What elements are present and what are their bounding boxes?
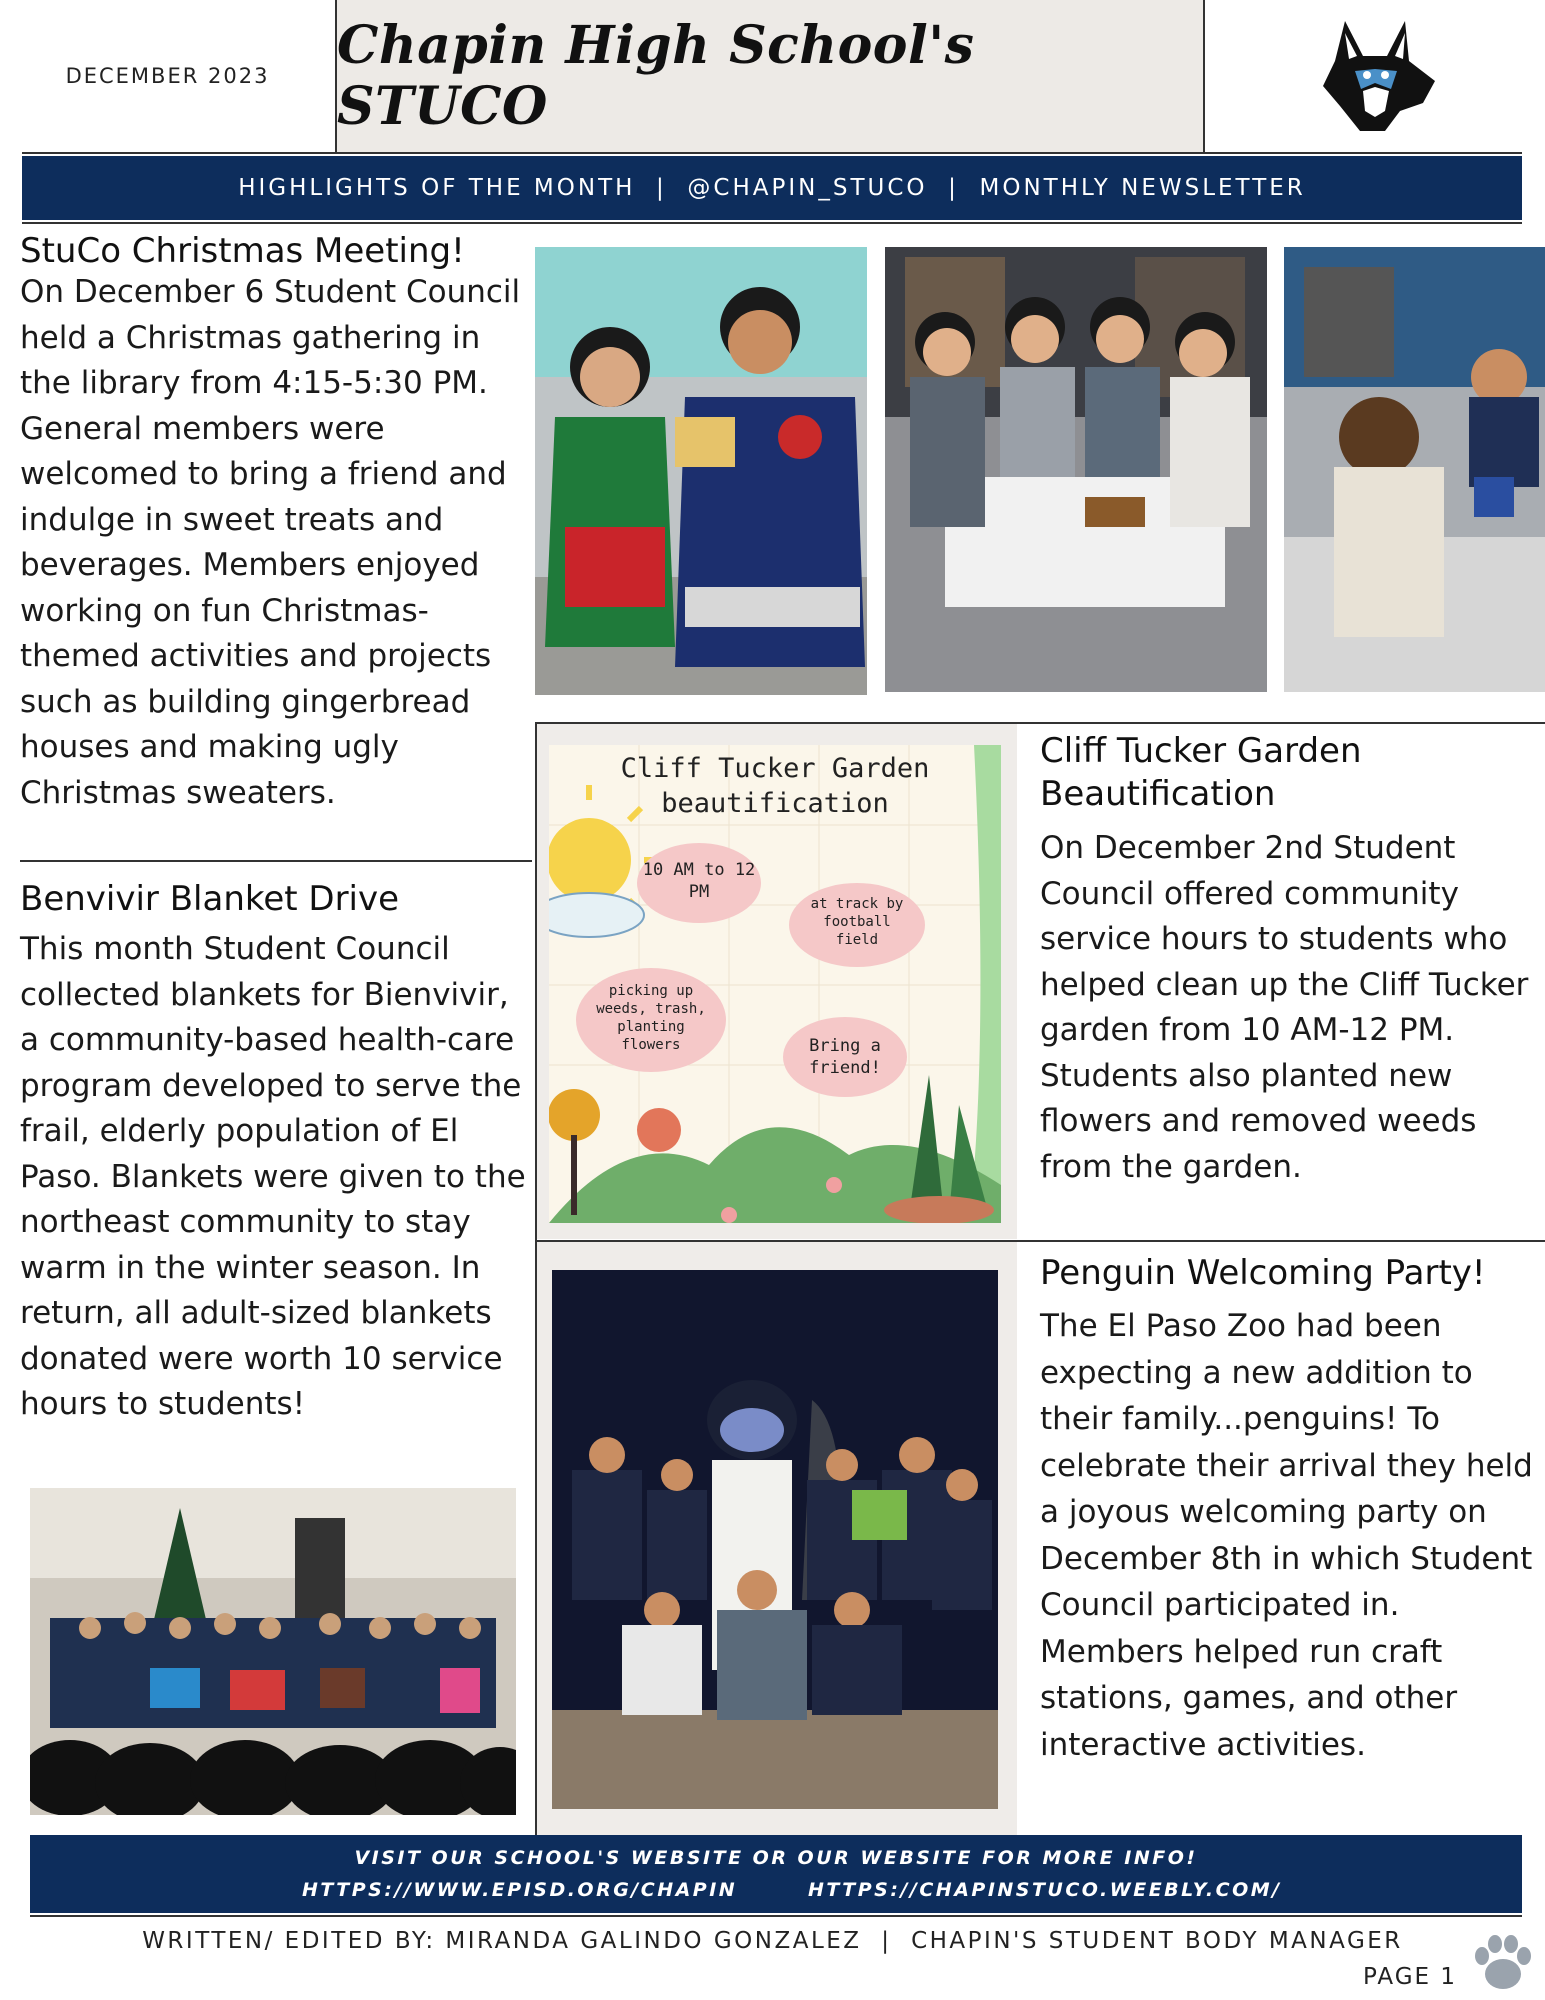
flyer-bring-line1: Bring a [809, 1036, 881, 1056]
flyer-task-line2: weeds, trash, [596, 1001, 706, 1017]
credit-role: CHAPIN'S STUDENT BODY MANAGER [911, 1928, 1403, 1954]
penguin-body: The El Paso Zoo had been expecting a new addition to their family...penguins! To celebrate their arrival they held a joyous welcoming party on December 8th in which Student Council participated in. Members helped run craft stations, games, and other interactive activities. [1040, 1308, 1533, 1763]
flyer-time-line2: PM [688, 882, 710, 902]
footer-banner [30, 1835, 1522, 1913]
flyer-bring-line2: friend! [809, 1058, 881, 1078]
blanket-body: This month Student Council collected blankets for Bienvivir, a community-based health-care program developed to serve the frail, elderly population of El Paso. Blankets were given to the northeast community to stay warm in the winter season. In return, all adult-sized blankets donated were worth 10 service hours to students! [20, 931, 526, 1422]
garden-flyer [549, 745, 1001, 1223]
banner-sep: | [948, 175, 959, 201]
flyer-place-line1: at track by [810, 896, 904, 912]
footer-visit-text: VISIT OUR SCHOOL'S WEBSITE OR OUR WEBSITE FOR MORE INFO! [354, 1847, 1198, 1869]
header-divider [22, 152, 1522, 154]
highlights-banner [22, 156, 1522, 220]
stuco-website-link[interactable]: HTTPS://CHAPINSTUCO.WEEBLY.COM/ [808, 1879, 1282, 1901]
blanket-drive-photo [30, 1488, 516, 1815]
title-box [335, 0, 1205, 152]
banner-highlights: HIGHLIGHTS OF THE MONTH [238, 175, 636, 201]
christmas-photo-1 [535, 247, 867, 695]
husky-logo-icon [1205, 0, 1545, 152]
christmas-photo-2 [885, 247, 1267, 692]
christmas-heading: StuCo Christmas Meeting! [20, 231, 465, 271]
penguin-party-photo [552, 1270, 998, 1809]
credit-author: WRITTEN/ EDITED BY: MIRANDA GALINDO GONZALEZ [142, 1928, 862, 1954]
newsletter-date: DECEMBER 2023 [65, 64, 270, 88]
christmas-photo-3 [1284, 247, 1545, 692]
flyer-task-line4: flowers [621, 1037, 681, 1053]
flyer-title-line1: Cliff Tucker Garden [620, 753, 930, 784]
penguin-heading: Penguin Welcoming Party! [1040, 1253, 1486, 1293]
garden-heading: Cliff Tucker Garden Beautification [1040, 731, 1362, 814]
flyer-task-line3: planting [617, 1019, 685, 1035]
section-divider [20, 860, 532, 862]
flyer-place-line3: field [835, 932, 879, 948]
page-number: PAGE 1 [1362, 1964, 1457, 1990]
banner-handle: @CHAPIN_STUCO [687, 175, 928, 201]
banner-sep: | [656, 175, 667, 201]
credit-sep: | [881, 1928, 892, 1954]
paw-print-icon [1468, 1926, 1538, 1996]
flyer-place-line2: football [823, 914, 891, 930]
flyer-time-line1: 10 AM to 12 [642, 860, 756, 880]
flyer-title-line2: beautification [661, 788, 889, 819]
page-title: Chapin High School's STUCO [337, 15, 975, 137]
garden-body: On December 2nd Student Council offered community service hours to students who helped clean up the Cliff Tucker garden from 10 AM-12 PM. Students also planted new flowers and removed weeds from the garden. [1040, 830, 1529, 1185]
credits-line [0, 1928, 1545, 1954]
christmas-body: On December 6 Student Council held a Christmas gathering in the library from 4:15-5:30 PM. General members were welcomed to bring a friend and indulge in sweet treats and beverages. Members enjoyed working on fun Christmas-themed activities and projects such as building gingerbread houses and making ugly Christmas sweaters. [20, 274, 521, 811]
school-website-link[interactable]: HTTPS://WWW.EPISD.ORG/CHAPIN [302, 1879, 738, 1901]
banner-newsletter: MONTHLY NEWSLETTER [979, 175, 1306, 201]
flyer-task-line1: picking up [608, 983, 694, 999]
blanket-heading: Benvivir Blanket Drive [20, 879, 400, 919]
footer-divider [30, 1915, 1522, 1917]
banner-divider [22, 222, 1522, 224]
